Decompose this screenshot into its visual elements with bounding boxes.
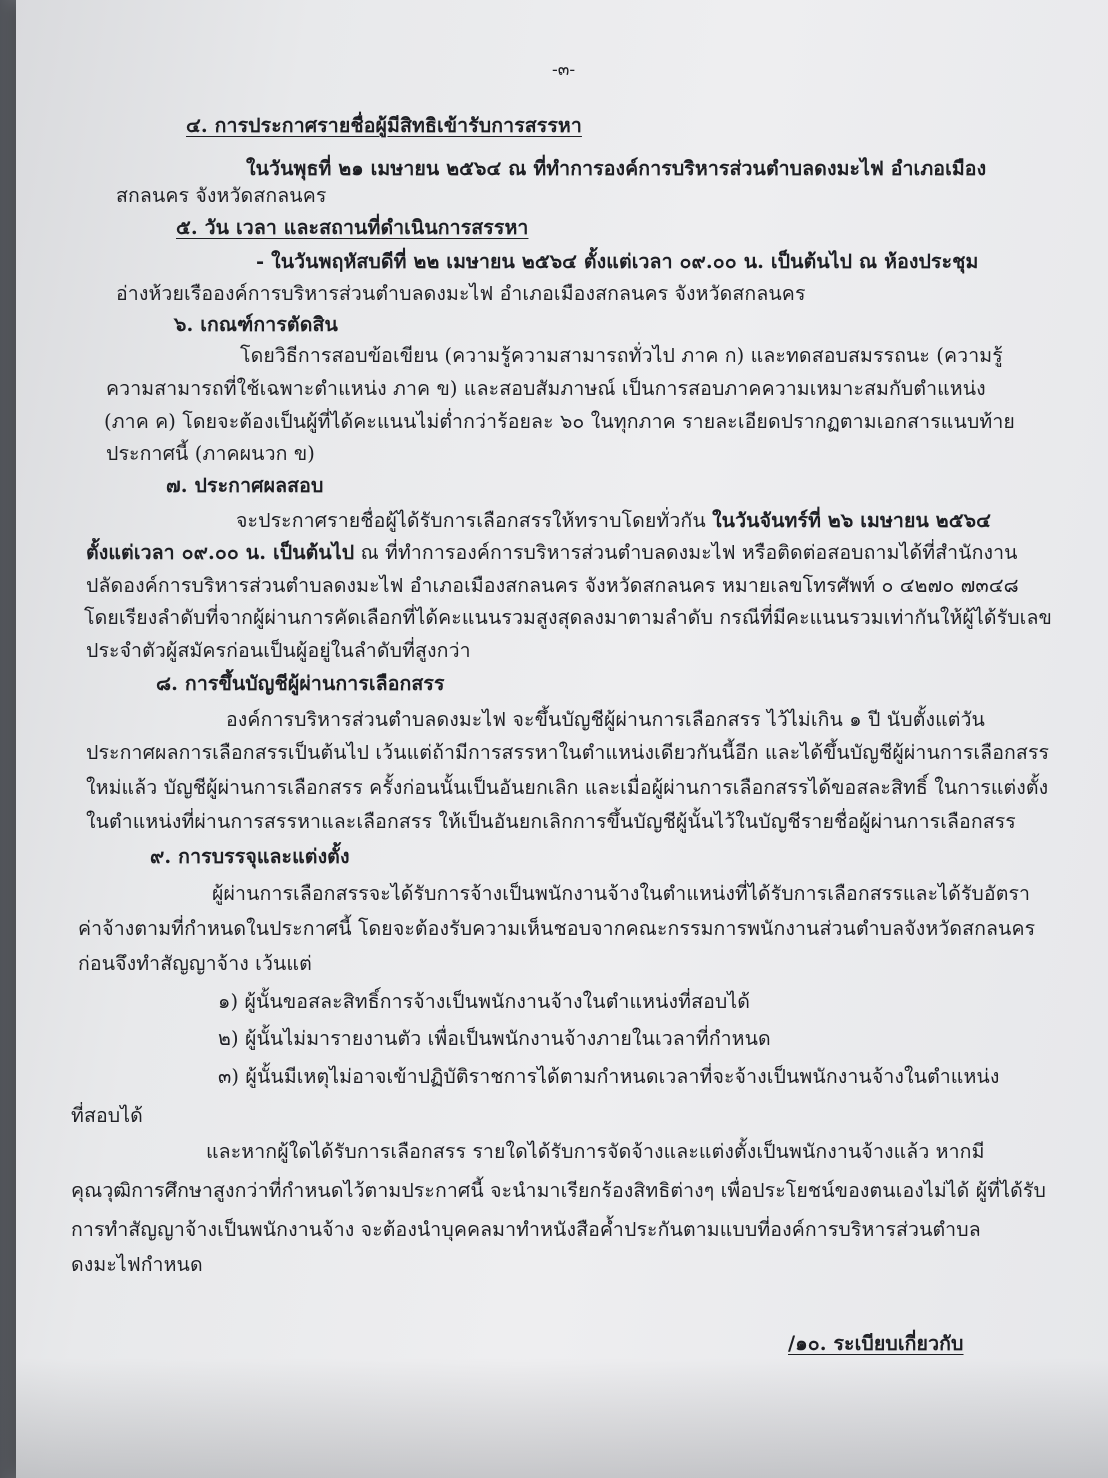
section-7-heading: ๗. ประกาศผลสอบ <box>166 474 324 497</box>
paragraph-line: ค่าจ้างตามที่กำหนดในประกาศนี้ โดยจะต้องรับความเห็นชอบจากคณะกรรมการพนักงานส่วนตำบลจังหวัดสกลนคร <box>78 917 1036 940</box>
paragraph-line: ความสามารถที่ใช้เฉพาะตำแหน่ง ภาค ข) และสอบสัมภาษณ์ เป็นการสอบภาคความเหมาะสมกับตำแหน่ง <box>106 377 986 400</box>
list-item: ๓) ผู้นั้นมีเหตุไม่อาจเข้าปฏิบัติราชการได้ตามกำหนดเวลาที่จะจ้างเป็นพนักงานจ้างในตำแหน่ง <box>218 1065 1000 1088</box>
paragraph-line: สกลนคร จังหวัดสกลนคร <box>116 184 327 207</box>
paragraph-line: - ในวันพฤหัสบดีที่ ๒๒ เมษายน ๒๕๖๔ ตั้งแต่เวลา ๐๙.๐๐ น. เป็นต้นไป ณ ห้องประชุม <box>256 250 979 273</box>
paragraph-line: (ภาค ค) โดยจะต้องเป็นผู้ที่ได้คะแนนไม่ต่ำกว่าร้อยละ ๖๐ ในทุกภาค รายละเอียดปรากฏตามเอกสารแนบท้าย <box>104 410 1015 433</box>
continuation-note: /๑๐. ระเบียบเกี่ยวกับ <box>788 1332 964 1355</box>
section-5-heading: ๕. วัน เวลา และสถานที่ดำเนินการสรรหา <box>176 216 529 239</box>
paragraph-line: องค์การบริหารส่วนตำบลดงมะไฟ จะขึ้นบัญชีผู้ผ่านการเลือกสรร ไว้ไม่เกิน ๑ ปี นับตั้งแต่วัน <box>226 708 985 731</box>
list-item: ๑) ผู้นั้นขอสละสิทธิ์การจ้างเป็นพนักงานจ้างในตำแหน่งที่สอบได้ <box>218 990 751 1013</box>
paragraph-text: ณ ที่ทำการองค์การบริหารส่วนตำบลดงมะไฟ หรือติดต่อสอบถามได้ที่สำนักงาน <box>360 541 1018 564</box>
page-shade <box>0 1358 1108 1478</box>
section-9-heading: ๙. การบรรจุและแต่งตั้ง <box>150 845 350 868</box>
document-page <box>16 0 1108 1478</box>
paragraph-line <box>246 157 986 181</box>
paragraph-line: ใหม่แล้ว บัญชีผู้ผ่านการเลือกสรร ครั้งก่อนนั้นเป็นอันยกเลิก และเมื่อผู้ผ่านการเลือกสรรได้ขอสละสิทธิ์ ในการแต่งตั้ง <box>86 776 1049 799</box>
section-4-heading: ๔. การประกาศรายชื่อผู้มีสิทธิเข้ารับการสรรหา <box>186 114 582 137</box>
page-number: -๓- <box>552 60 576 80</box>
paragraph-line: ก่อนจึงทำสัญญาจ้าง เว้นแต่ <box>78 952 312 975</box>
paragraph-line: การทำสัญญาจ้างเป็นพนักงานจ้าง จะต้องนำบุคคลมาทำหนังสือค้ำประกันตามแบบที่องค์การบริหารส่วนตำบล <box>71 1218 981 1241</box>
paragraph-line <box>86 541 1018 565</box>
announcement-time: ตั้งแต่เวลา ๐๙.๐๐ น. เป็นต้นไป <box>86 541 355 564</box>
paragraph-line: โดยเรียงลำดับที่จากผู้ผ่านการคัดเลือกที่ได้คะแนนรวมสูงสุดลงมาตามลำดับ กรณีที่มีคะแนนรวมเท่ากันให้ผู้ได้รับเลข <box>84 606 1052 629</box>
paragraph-line: ในตำแหน่งที่ผ่านการสรรหาและเลือกสรร ให้เป็นอันยกเลิกการขึ้นบัญชีผู้นั้นไว้ในบัญชีรายชื่อผู้ผ่านการเลือกสรร <box>86 810 1016 833</box>
section-4-date: ในวันพุธที่ ๒๑ เมษายน ๒๕๖๔ ณ ที่ทำการองค์การบริหารส่วนตำบลดงมะไฟ อำเภอเมือง <box>246 157 987 180</box>
paragraph-line: และหากผู้ใดได้รับการเลือกสรร รายใดได้รับการจัดจ้างและแต่งตั้งเป็นพนักงานจ้างแล้ว หากมี <box>206 1140 985 1163</box>
list-item: ๒) ผู้นั้นไม่มารายงานตัว เพื่อเป็นพนักงานจ้างภายในเวลาที่กำหนด <box>218 1027 771 1050</box>
paragraph-line: ปลัดองค์การบริหารส่วนตำบลดงมะไฟ อำเภอเมืองสกลนคร จังหวัดสกลนคร หมายเลขโทรศัพท์ ๐ ๔๒๗๐ ๗๓๔๘ <box>86 574 1019 597</box>
paragraph-line: ประกาศผลการเลือกสรรเป็นต้นไป เว้นแต่ถ้ามีการสรรหาในตำแหน่งเดียวกันนี้อีก และได้ขึ้นบัญชีผู้ผ่านการเลือกสรร <box>86 741 1050 764</box>
paragraph-line: คุณวุฒิการศึกษาสูงกว่าที่กำหนดไว้ตามประกาศนี้ จะนำมาเรียกร้องสิทธิต่างๆ เพื่อประโยชน์ของตนเองไม่ได้ ผู้ที่ได้รับ <box>71 1179 1046 1202</box>
paragraph-line: ที่สอบได้ <box>71 1104 143 1127</box>
paragraph-line: โดยวิธีการสอบข้อเขียน (ความรู้ความสามารถทั่วไป ภาค ก) และทดสอบสมรรถนะ (ความรู้ <box>240 344 1003 367</box>
paragraph-line: ผู้ผ่านการเลือกสรรจะได้รับการจ้างเป็นพนักงานจ้างในตำแหน่งที่ได้รับการเลือกสรรและได้รับอัตรา <box>212 882 1031 905</box>
paragraph-line: ประจำตัวผู้สมัครก่อนเป็นผู้อยู่ในลำดับที่สูงกว่า <box>86 639 471 662</box>
paragraph-line: ดงมะไฟกำหนด <box>71 1253 203 1276</box>
paragraph-line <box>236 509 991 533</box>
section-6-heading: ๖. เกณฑ์การตัดสิน <box>174 313 338 336</box>
section-8-heading: ๘. การขึ้นบัญชีผู้ผ่านการเลือกสรร <box>156 672 445 695</box>
paragraph-line: ประกาศนี้ (ภาคผนวก ข) <box>106 442 315 465</box>
announcement-date: ในวันจันทร์ที่ ๒๖ เมษายน ๒๕๖๔ <box>712 509 991 532</box>
paragraph-text: จะประกาศรายชื่อผู้ได้รับการเลือกสรรให้ทราบโดยทั่วกัน <box>236 509 706 532</box>
paragraph-line: อ่างห้วยเรือองค์การบริหารส่วนตำบลดงมะไฟ อำเภอเมืองสกลนคร จังหวัดสกลนคร <box>116 282 806 305</box>
